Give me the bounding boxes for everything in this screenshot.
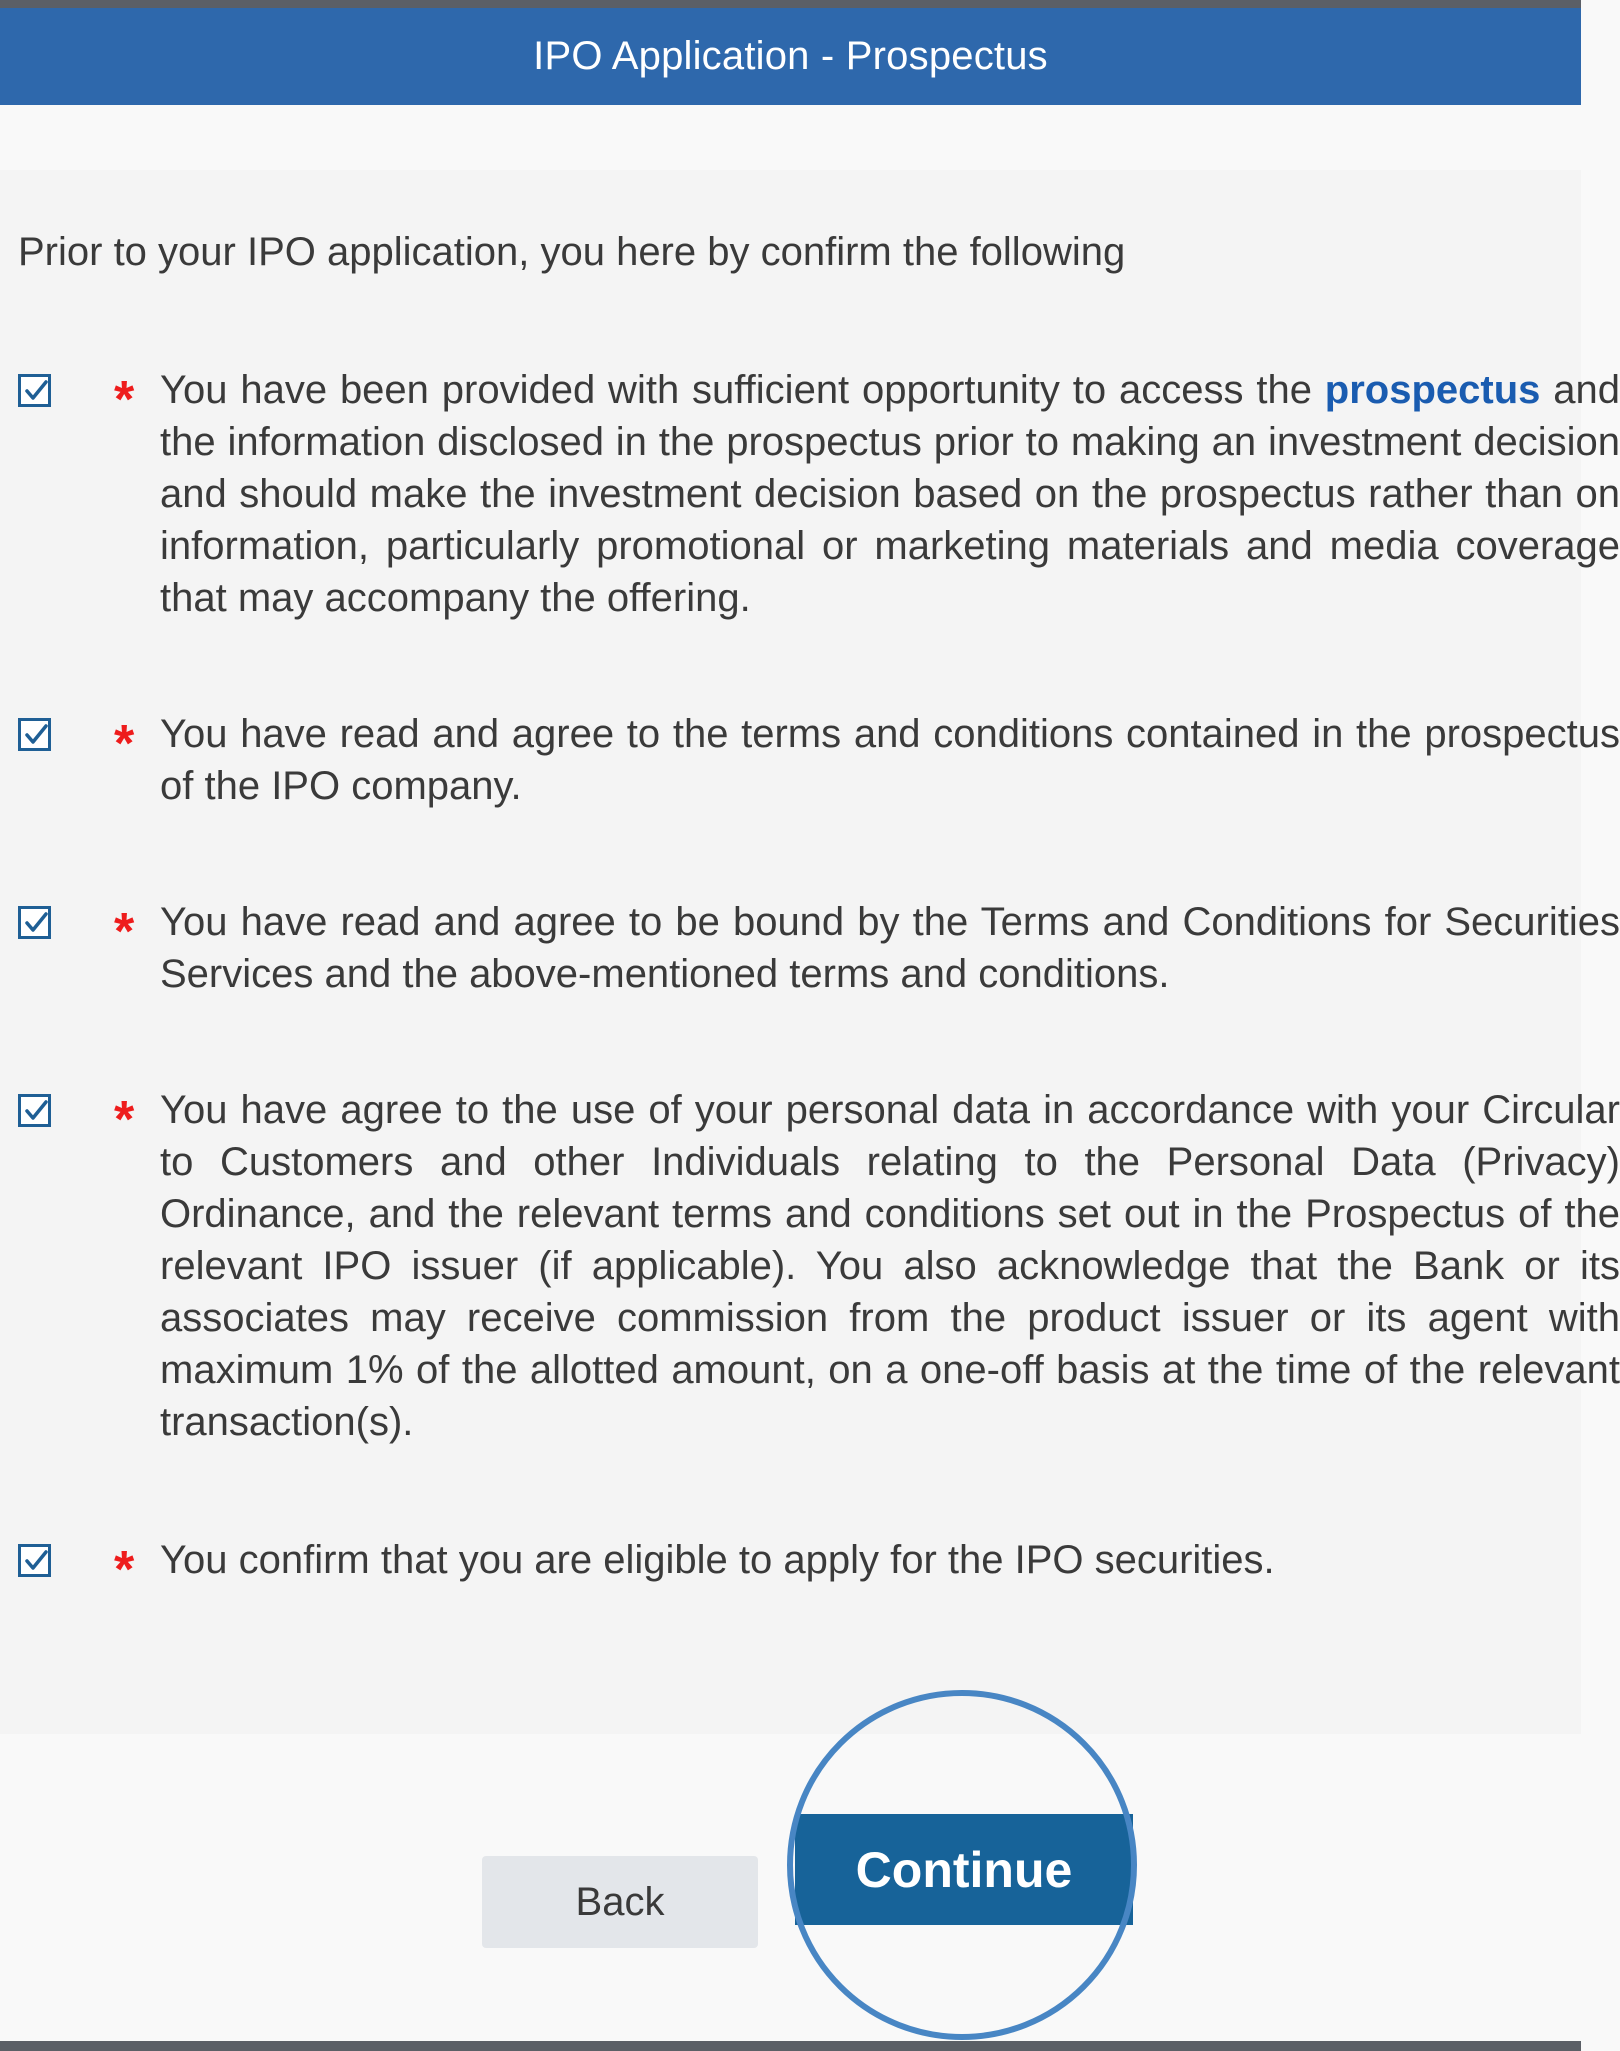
confirmation-text-2: You have read and agree to the terms and conditions contained in the prospectus of the IPO company. [160,712,1620,808]
checkbox-securities-terms[interactable] [18,906,51,939]
checkmark-icon [22,377,50,405]
dialog-header [0,8,1581,105]
top-edge-bar [0,0,1581,8]
confirmation-text-3: You have read and agree to be bound by the Terms and Conditions for Securities Services and the above-mentioned terms and conditions. [160,900,1620,996]
required-asterisk-icon: * [114,903,135,961]
dialog-title: IPO Application - Prospectus [533,34,1048,78]
prospectus-link[interactable]: prospectus [1324,368,1541,412]
intro-text: Prior to your IPO application, you here by confirm the following [18,230,1126,274]
required-asterisk-icon: * [114,1091,135,1149]
back-button[interactable]: Back [482,1856,758,1948]
confirmation-panel [0,170,1620,1734]
confirmation-text-4: You have agree to the use of your personal data in accordance with your Circular to Customers and other Individuals relating to the Personal Data (Privacy) Ordinance, and the relevant terms and conditions set out in the Prospectus of the relevant IPO issuer (if applicable). You also acknowledge that the Bank or its associates may receive commission from the product issuer or its agent with maximum 1% of the allotted amount, on a one-off basis at the time of the relevant transaction(s). [160,1088,1620,1444]
checkmark-icon [22,909,50,937]
checkbox-terms-prospectus[interactable] [18,718,51,751]
checkbox-personal-data[interactable] [18,1094,51,1127]
continue-button[interactable]: Continue [795,1814,1133,1925]
confirmation-text-1-before: You have been provided with sufficient opportunity to access the [160,368,1325,412]
checkmark-icon [22,721,50,749]
required-asterisk-icon: * [114,715,135,773]
checkbox-prospectus-access[interactable] [18,374,51,407]
checkmark-icon [22,1547,50,1575]
required-asterisk-icon: * [114,1541,135,1599]
confirmation-text-5: You confirm that you are eligible to apply for the IPO securities. [160,1538,1275,1582]
confirmation-text-1 [160,364,1620,624]
bottom-edge-bar [0,2041,1581,2051]
checkbox-eligibility[interactable] [18,1544,51,1577]
required-asterisk-icon: * [114,371,135,429]
confirmation-text-1-after: and the information disclosed in the prospectus prior to making an investment decision and should make the investment decision based on the prospectus rather than on information, particularly promotional or marketing materials and media coverage that may accompany the offering. [160,368,1620,620]
checkmark-icon [22,1097,50,1125]
